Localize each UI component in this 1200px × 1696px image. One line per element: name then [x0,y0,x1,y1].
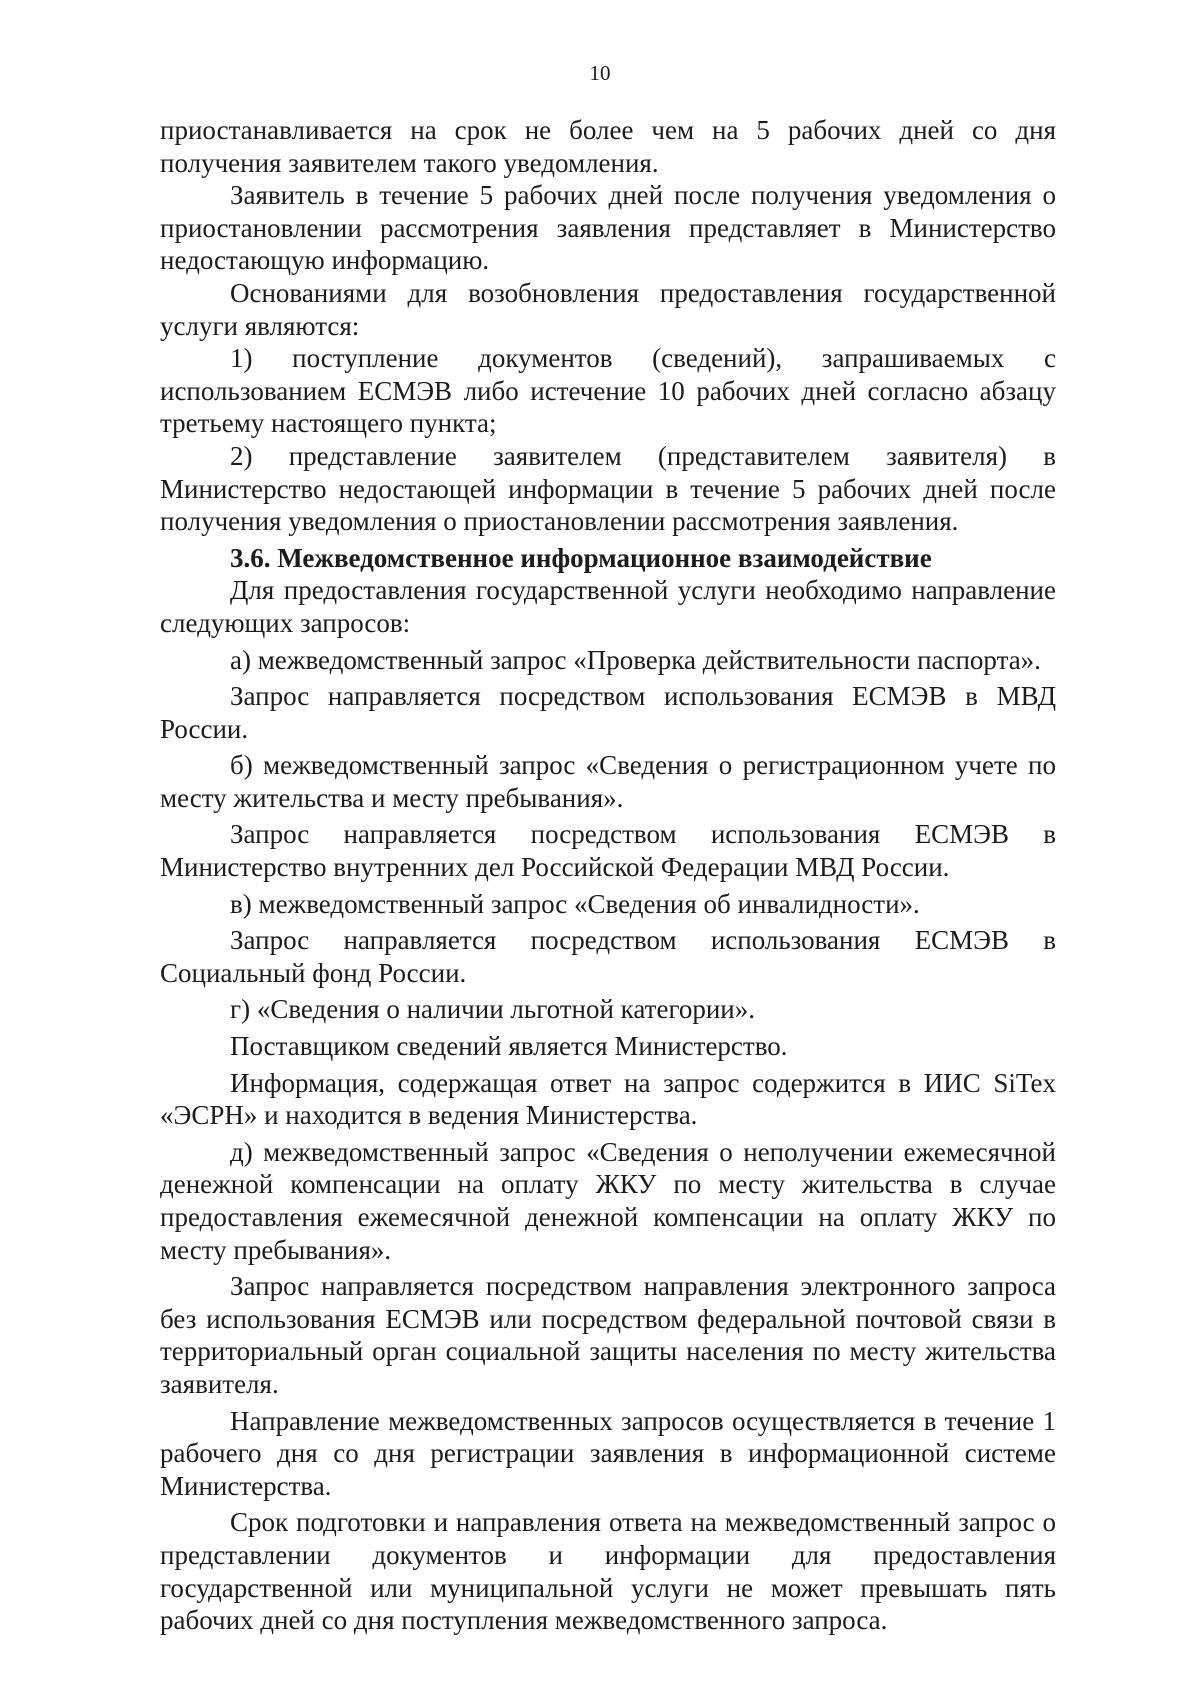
paragraph-response-deadline: Срок подготовки и направления ответа на межведомственный запрос о представлении документов и информации для предоставления государственной или муниципальной услуги не может превышать пять рабочих дней со дня поступления межведомственного запроса. [160,1507,1056,1636]
request-item-a: а) межведомственный запрос «Проверка действительности паспорта». [230,644,1041,675]
request-item-d: д) межведомственный запрос «Сведения о неполучении ежемесячной денежной компенсации на оплату ЖКУ по месту жительства в случае предоставления ежемесячной денежной компенсации на оплату ЖКУ по месту пребывания». [160,1136,1056,1265]
request-v-note: Запрос направляется посредством использования ЕСМЭВ в Социальный фонд России. [160,925,1056,988]
request-b-note: Запрос направляется посредством использования ЕСМЭВ в Министерство внутренних дел Российской Федерации МВД России. [160,819,1056,883]
paragraph-continuation: приостанавливается на срок не более чем на 5 рабочих дней со дня получения заявителем такого уведомления. [160,115,1056,178]
paragraph-request-timing: Направление межведомственных запросов осуществляется в течение 1 рабочего дня со дня регистрации заявления в информационной системе Министерства. [160,1405,1056,1501]
section-heading: 3.6. Межведомственное информационное взаимодействие [230,542,932,573]
request-item-b: б) межведомственный запрос «Сведения о регистрационном учете по месту жительства и месту пребывания». [160,750,1056,813]
paragraph-requests-intro: Для предоставления государственной услуги необходимо направление следующих запросов: [160,575,1056,638]
list-item-1: 1) поступление документов (сведений), запрашиваемых с использованием ЕСМЭВ либо истечение 10 рабочих дней согласно абзацу третьему настоящего пункта; [160,343,1056,439]
request-item-v: в) межведомственный запрос «Сведения об инвалидности». [230,888,920,919]
paragraph-resumption-grounds: Основаниями для возобновления предоставления государственной услуги являются: [160,277,1056,341]
request-g-note: Информация, содержащая ответ на запрос содержится в ИИС SiTex «ЭСРН» и находится в ведения Министерства. [160,1067,1056,1131]
request-a-note: Запрос направляется посредством использования ЕСМЭВ в МВД России. [160,681,1056,744]
request-d-note: Запрос направляется посредством направления электронного запроса без использования ЕСМЭВ или посредством федеральной почтовой связи в территориальный орган социальной защиты населения по месту жительства заявителя. [160,1271,1056,1399]
page-number: 10 [589,61,611,85]
document-body [160,114,1056,1637]
paragraph-applicant-deadline: Заявитель в течение 5 рабочих дней после получения уведомления о приостановлении рассмотрения заявления представляет в Министерство недостающую информацию. [160,180,1056,276]
list-item-2: 2) представление заявителем (представителем заявителя) в Министерство недостающей информации в течение 5 рабочих дней после получения уведомления о приостановлении рассмотрения заявления. [160,440,1056,537]
request-item-g: г) «Сведения о наличии льготной категории». [230,994,756,1025]
request-g-supplier: Поставщиком сведений является Министерство. [230,1031,788,1062]
